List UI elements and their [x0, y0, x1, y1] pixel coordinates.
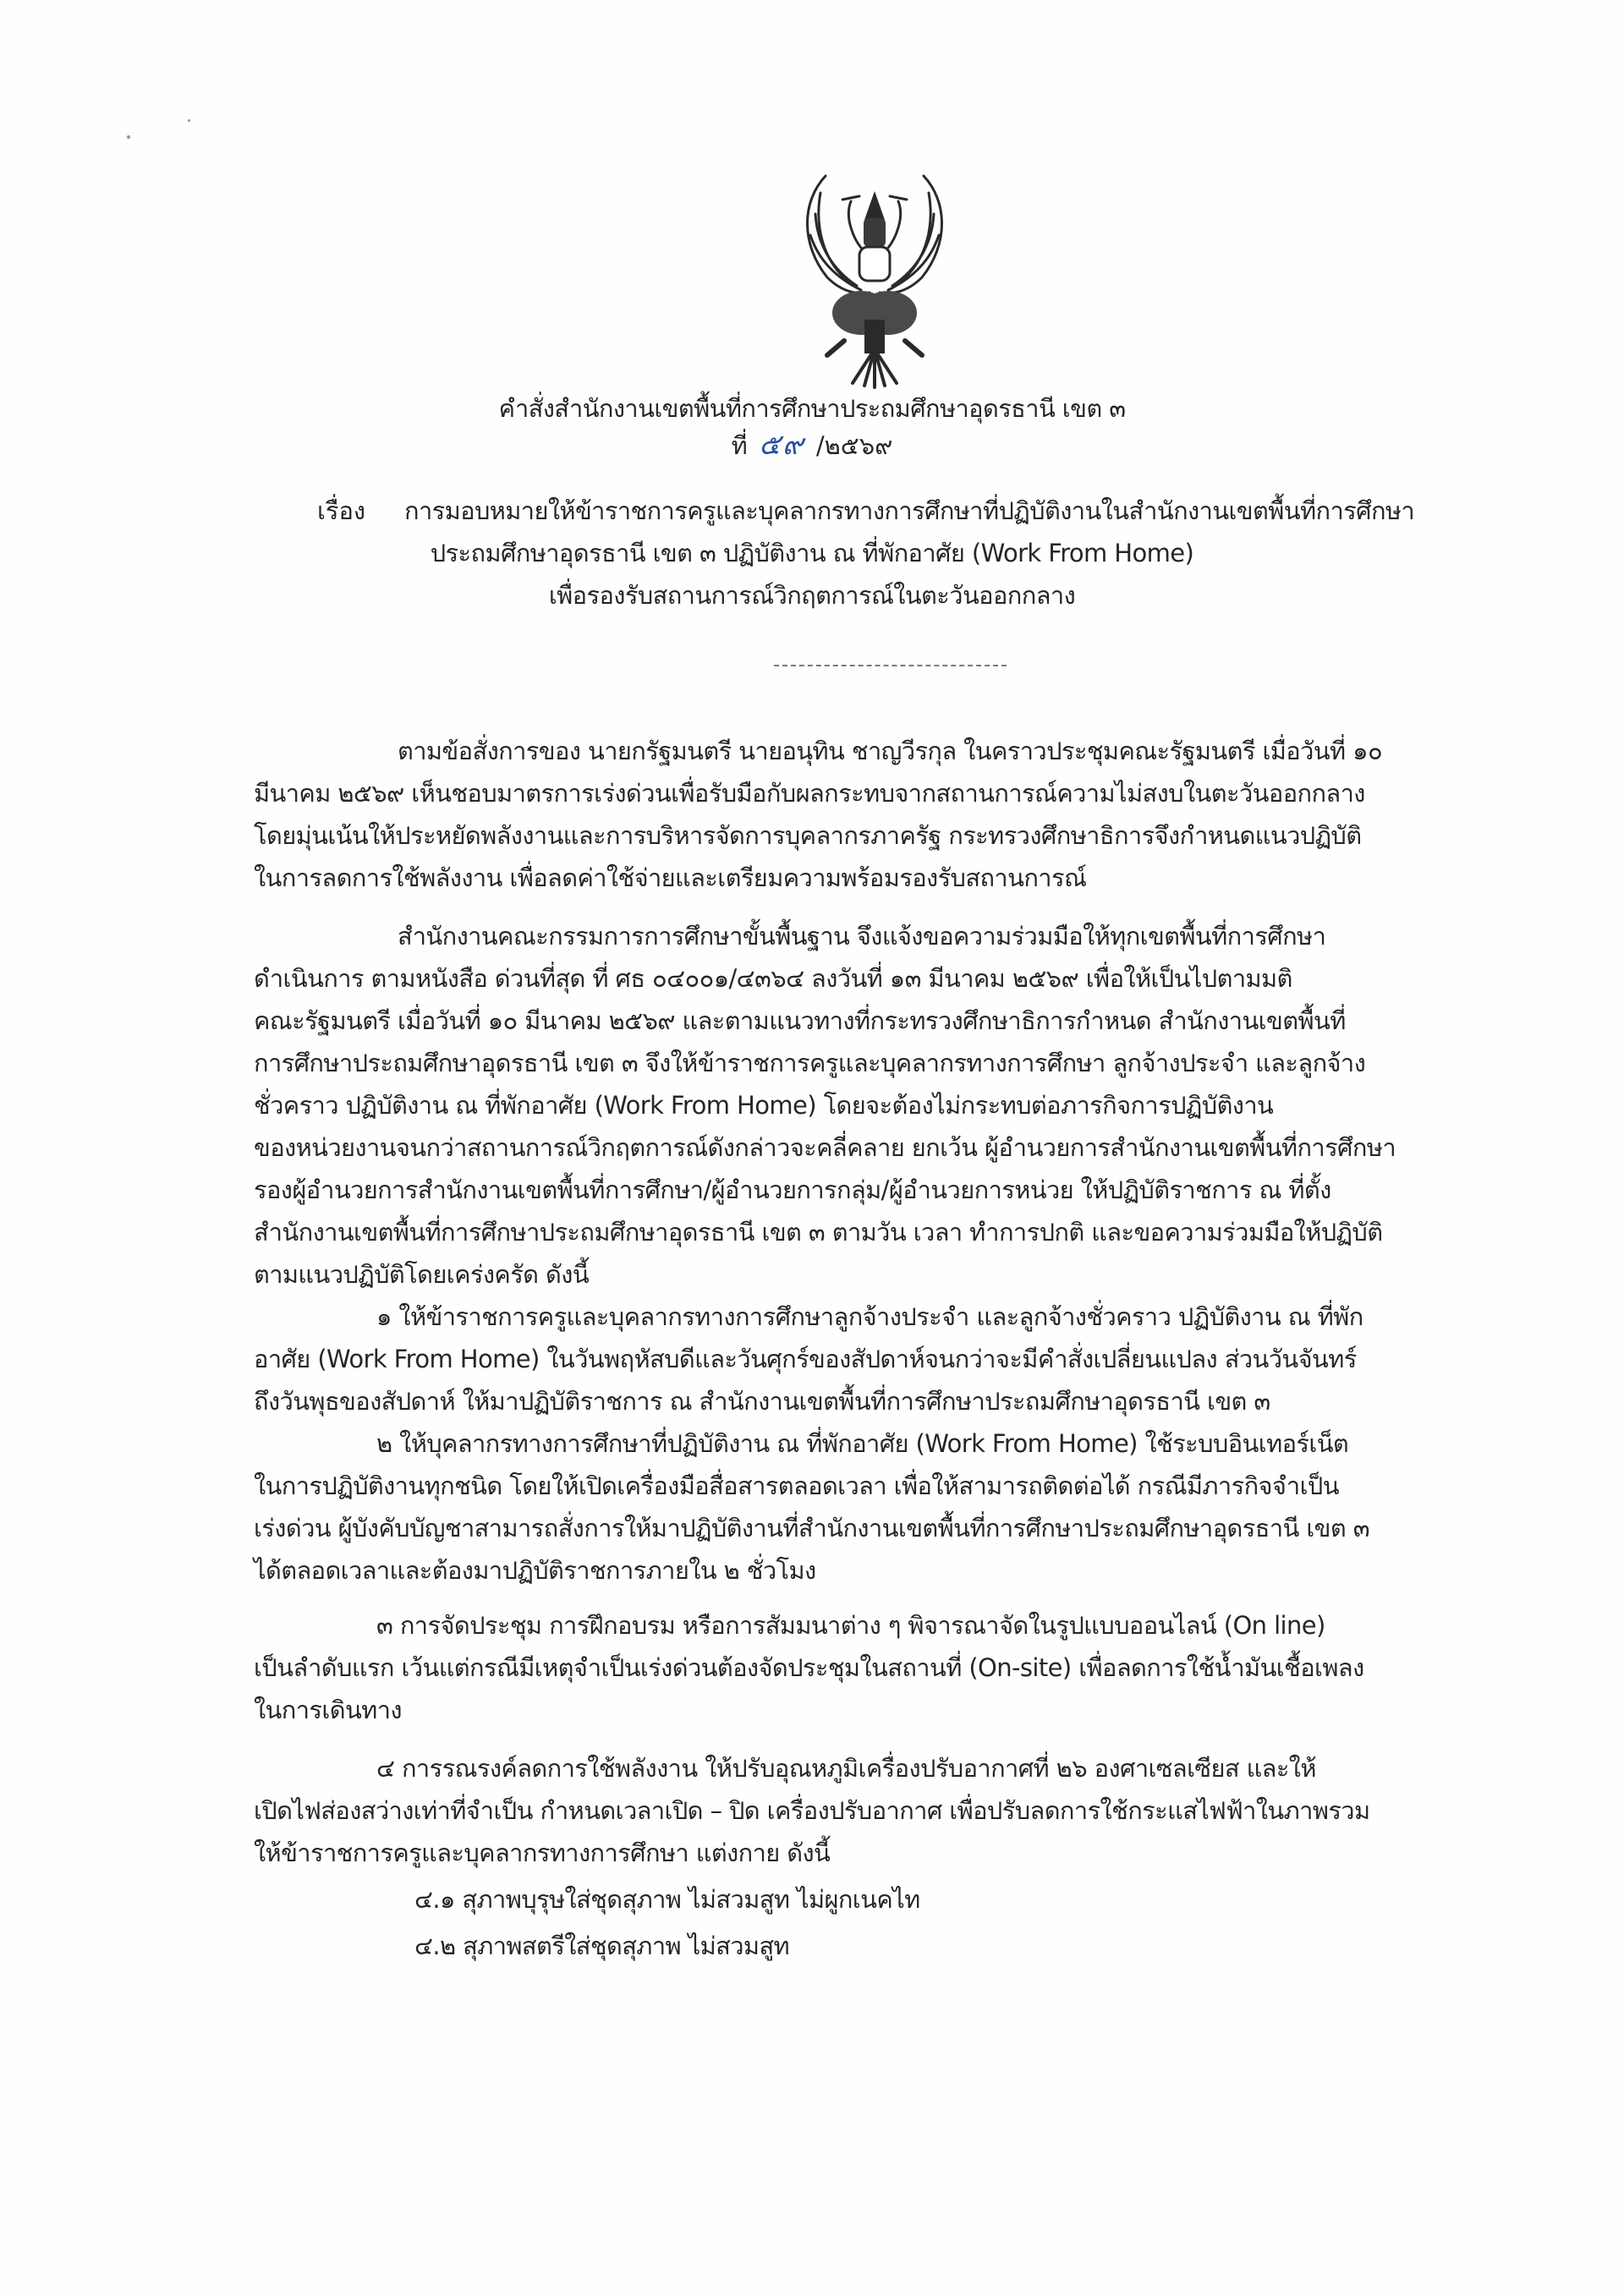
- item-1-line: ๑ ให้ข้าราชการครูและบุคลากรทางการศึกษาลูกจ้างประจำ และลูกจ้างชั่วคราว ปฏิบัติงาน ณ ที่พัก: [376, 1302, 1363, 1331]
- garuda-emblem-icon: [776, 167, 973, 389]
- scan-speck: [127, 135, 130, 139]
- item-2-line: ในการปฏิบัติงานทุกชนิด โดยให้เปิดเครื่องมือสื่อสารตลอดเวลา เพื่อให้สามารถติดต่อได้ กรณีมีภารกิจจำเป็น: [254, 1471, 1339, 1500]
- divider-line: [774, 665, 1007, 666]
- body-line: ตามแนวปฏิบัติโดยเคร่งครัด ดังนี้: [254, 1260, 590, 1289]
- order-title: คำสั่งสำนักงานเขตพื้นที่การศึกษาประถมศึกษาอุดรธานี เขต ๓: [498, 394, 1126, 423]
- body-line: ของหน่วยงานจนกว่าสถานการณ์วิกฤตการณ์ดังกล่าวจะคลี่คลาย ยกเว้น ผู้อำนวยการสำนักงานเขตพื้นที่การศึกษา: [254, 1133, 1396, 1162]
- item-3-line: ๓ การจัดประชุม การฝึกอบรม หรือการสัมมนาต่าง ๆ พิจารณาจัดในรูปแบบออนไลน์ (On line): [376, 1611, 1325, 1640]
- order-year: /๒๕๖๙: [815, 431, 893, 460]
- body-line: ดำเนินการ ตามหนังสือ ด่วนที่สุด ที่ ศธ ๐๔๐๐๑/๔๓๖๔ ลงวันที่ ๑๓ มีนาคม ๒๕๖๙ เพื่อให้เป็นไปตามมติ: [254, 964, 1292, 993]
- item-4-2-line: ๔.๒ สุภาพสตรีใส่ชุดสุภาพ ไม่สวมสูท: [414, 1932, 790, 1960]
- subject-line-1: การมอบหมายให้ข้าราชการครูและบุคลากรทางการศึกษาที่ปฏิบัติงานในสำนักงานเขตพื้นที่การศึกษา: [404, 496, 1415, 525]
- body-line: มีนาคม ๒๕๖๙ เห็นชอบมาตรการเร่งด่วนเพื่อรับมือกับผลกระทบจากสถานการณ์ความไม่สงบในตะวันออกกลาง: [254, 779, 1365, 808]
- item-3-line: เป็นลำดับแรก เว้นแต่กรณีมีเหตุจำเป็นเร่งด่วนต้องจัดประชุมในสถานที่ (On-site) เพื่อลดการใช้น้ำมันเชื้อเพลง: [254, 1653, 1364, 1682]
- handwritten-order-number: ๕๙: [759, 428, 805, 462]
- subject-line-2: ประถมศึกษาอุดรธานี เขต ๓ ปฏิบัติงาน ณ ที่พักอาศัย (Work From Home): [430, 539, 1194, 567]
- body-line: สำนักงานคณะกรรมการการศึกษาขั้นพื้นฐาน จึงแจ้งขอความร่วมมือให้ทุกเขตพื้นที่การศึกษา: [398, 922, 1326, 951]
- body-line: ในการลดการใช้พลังงาน เพื่อลดค่าใช้จ่ายและเตรียมความพร้อมรองรับสถานการณ์: [254, 863, 1087, 892]
- item-4-line: ให้ข้าราชการครูและบุคลากรทางการศึกษา แต่งกาย ดังนี้: [254, 1838, 831, 1867]
- item-2-line: ได้ตลอดเวลาและต้องมาปฏิบัติราชการภายใน ๒ ชั่วโมง: [254, 1556, 816, 1585]
- body-line: คณะรัฐมนตรี เมื่อวันที่ ๑๐ มีนาคม ๒๕๖๙ และตามแนวทางที่กระทรวงศึกษาธิการกำหนด สำนักงานเขตพื้นที่: [254, 1006, 1346, 1035]
- subject-label: เรื่อง: [317, 496, 366, 525]
- body-line: รองผู้อำนวยการสำนักงานเขตพื้นที่การศึกษา/ผู้อำนวยการกลุ่ม/ผู้อำนวยการหน่วย ให้ปฏิบัติราชการ ณ ที่ตั้ง: [254, 1175, 1331, 1204]
- item-2-line: ๒ ให้บุคลากรทางการศึกษาที่ปฏิบัติงาน ณ ที่พักอาศัย (Work From Home) ใช้ระบบอินเทอร์เน็ต: [376, 1429, 1349, 1458]
- item-4-line: เปิดไฟส่องสว่างเท่าที่จำเป็น กำหนดเวลาเปิด – ปิด เครื่องปรับอากาศ เพื่อปรับลดการใช้กระแสไฟฟ้าในภาพรวม: [254, 1796, 1370, 1825]
- item-4-line: ๔ การรณรงค์ลดการใช้พลังงาน ให้ปรับอุณหภูมิเครื่องปรับอากาศที่ ๒๖ องศาเซลเซียส และให้: [376, 1754, 1316, 1783]
- order-prefix: ที่: [731, 431, 748, 460]
- body-line: ชั่วคราว ปฏิบัติงาน ณ ที่พักอาศัย (Work From Home) โดยจะต้องไม่กระทบต่อภารกิจการปฏิบัติงาน: [254, 1091, 1274, 1120]
- item-1-line: อาศัย (Work From Home) ในวันพฤหัสบดีและวันศุกร์ของสัปดาห์จนกว่าจะมีคำสั่งเปลี่ยนแปลง ส่วนวันจันทร์: [254, 1345, 1357, 1373]
- item-1-line: ถึงวันพุธของสัปดาห์ ให้มาปฏิบัติราชการ ณ สำนักงานเขตพื้นที่การศึกษาประถมศึกษาอุดรธานี เขต ๓: [254, 1387, 1270, 1416]
- subject-line-3: เพื่อรองรับสถานการณ์วิกฤตการณ์ในตะวันออกกลาง: [548, 581, 1076, 610]
- body-line: โดยมุ่นเน้นให้ประหยัดพลังงานและการบริหารจัดการบุคลากรภาครัฐ กระทรวงศึกษาธิการจึงกำหนดแนวปฏิบัติ: [254, 821, 1362, 850]
- item-3-line: ในการเดินทาง: [254, 1696, 402, 1724]
- body-line: สำนักงานเขตพื้นที่การศึกษาประถมศึกษาอุดรธานี เขต ๓ ตามวัน เวลา ทำการปกติ และขอความร่วมมือให้ปฏิบัติ: [254, 1218, 1383, 1247]
- item-2-line: เร่งด่วน ผู้บังคับบัญชาสามารถสั่งการให้มาปฏิบัติงานที่สำนักงานเขตพื้นที่การศึกษาประถมศึกษาอุดรธานี เขต ๓: [254, 1514, 1369, 1543]
- order-number: [0, 428, 1624, 463]
- scan-speck: [188, 119, 190, 122]
- body-line: ตามข้อสั่งการของ นายกรัฐมนตรี นายอนุทิน ชาญวีรกุล ในคราวประชุมคณะรัฐมนตรี เมื่อวันที่ ๑๐: [398, 737, 1383, 765]
- item-4-1-line: ๔.๑ สุภาพบุรุษใส่ชุดสุภาพ ไม่สวมสูท ไม่ผูกเนคไท: [414, 1885, 920, 1914]
- body-line: การศึกษาประถมศึกษาอุดรธานี เขต ๓ จึงให้ข้าราชการครูและบุคลากรทางการศึกษา ลูกจ้างประจำ และลูกจ้าง: [254, 1049, 1366, 1077]
